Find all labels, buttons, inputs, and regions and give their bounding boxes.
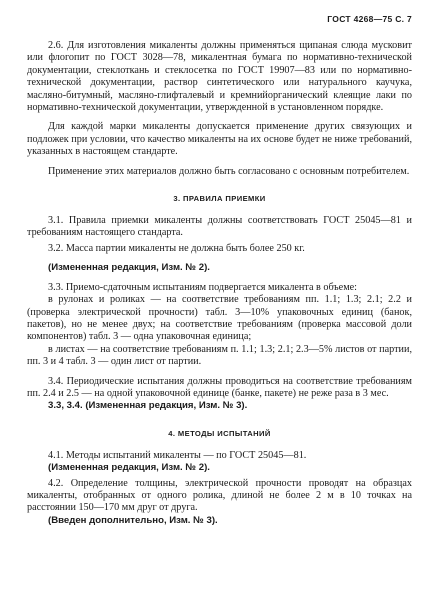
section-4-title: 4. МЕТОДЫ ИСПЫТАНИЙ: [168, 428, 271, 438]
amendment-note-4-2: (Введен дополнительно, Изм. № 3).: [48, 514, 218, 526]
paragraph-binders: Для каждой марки микаленты допускается применение других связующих и подложек при условии, что качество микаленты на их основе будет не ниже требований, указанных в настоящем стандарте.: [27, 121, 412, 158]
paragraph-3-3-rolls: в рулонах и роликах — на соответствие требованиям пп. 1.1; 1.3; 2.1; 2.2 и (проверка электрической прочности) табл. 3—10% упаковочных единиц (банок, пакетов), но не менее двух; на соответствие требованиям (проверка массовой доли компонентов) табл. 3 — одна упаковочная единица;: [27, 294, 412, 343]
amendment-note-4-1: (Измененная редакция, Изм. № 2).: [48, 462, 210, 474]
paragraph-3-1: 3.1. Правила приемки микаленты должны соответствовать ГОСТ 25045—81 и требованиям настоящего стандарта.: [27, 215, 412, 239]
paragraph-3-3-sheets: в листах — на соответствие требованиям п. 1.1; 1.3; 2.1; 2.3—5% листов от партии, пп. 3 и 4 табл. 3 — один лист от партии.: [27, 343, 412, 368]
paragraph-consumer: Применение этих материалов должно быть согласовано с основным потребителем.: [48, 165, 410, 177]
page-header: ГОСТ 4268—75 С. 7: [327, 14, 412, 24]
paragraph-2-6: 2.6. Для изготовления микаленты должны применяться щипаная слюда мусковит или флогопит по ГОСТ 3028—78, микалентная бумага по нормативно-технической документации, стеклоткань и стеклосетка по ГОСТ 19907—83 или по нормативно-технической документации, раствор синтетического или натурального каучука, масляно-битумный, масляно-глифталевый и кремнийорганический клеящие лаки по нормативно-технической документации, утвержденной в установленном порядке.: [27, 40, 412, 114]
paragraph-4-2: 4.2. Определение толщины, электрической прочности проводят на образцах микаленты, отобранных от одного ролика, длиной не более 2 м в 10 точках на расстоянии 150—170 мм друг от друга.: [27, 477, 412, 514]
paragraph-3-3: 3.3. Приемо-сдаточным испытаниям подвергается микалента в объеме:: [48, 281, 357, 293]
section-3-title: 3. ПРАВИЛА ПРИЕМКИ: [173, 194, 266, 204]
amendment-note-3-2: (Измененная редакция, Изм. № 2).: [48, 262, 210, 274]
paragraph-3-2: 3.2. Масса партии микаленты не должна быть более 250 кг.: [48, 242, 305, 254]
paragraph-4-1: 4.1. Методы испытаний микаленты — по ГОСТ 25045—81.: [48, 449, 307, 461]
amendment-note-3-4: 3.3, 3.4. (Измененная редакция, Изм. № 3).: [48, 400, 248, 412]
paragraph-3-4: 3.4. Периодические испытания должны проводиться на соответствие требованиям пп. 2.4 и 2.5 — на одной упаковочной единице (банке, пакете) не реже раза в 3 мес.: [27, 375, 412, 399]
